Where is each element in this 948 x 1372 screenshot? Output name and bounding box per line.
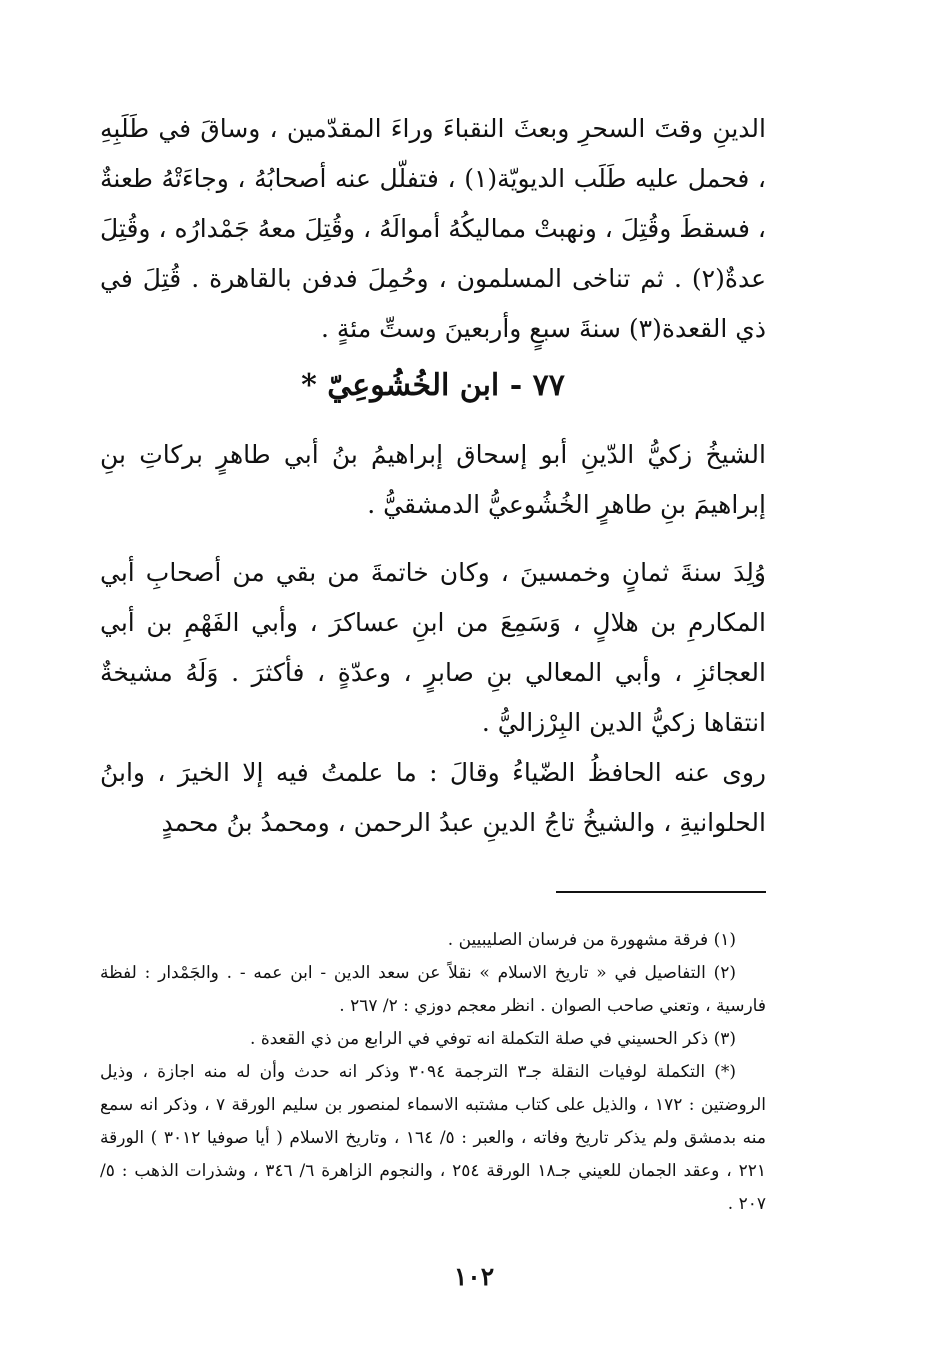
footnotes [100,924,766,1221]
intro-paragraph [100,104,766,354]
footnote-2: (٢) التفاصيل في « تاريخ الاسلام » نقلاً عن سعد الدين - ابن عمه - . والجَمْدار : لفظة فارسية ، وتعني صاحب الصوان . انظر معجم دوزي : ٢/ ٢٦٧ . [100,963,766,1016]
entry-paragraph-1 [100,430,766,530]
entry-paragraph-2 [100,548,766,748]
page-number: ١٠٢ [453,1262,495,1291]
entry-heading: ٧٧ - ابن الخُشُوعِيّ * [301,368,565,403]
paragraph-text: وُلِدَ سنةَ ثمانٍ وخمسينَ ، وكان خاتمةَ من بقي من أصحابِ أبي المكارمِ بن هلالٍ ، وَسَمِعَ من ابنِ عساكرَ ، وأبي الفَهْمِ بن أبي العجائزِ ، وأبي المعالي بنِ صابرٍ ، وعدّةٍ ، فأكثرَ . وَلَهُ مشيخةٌ انتقاها زكيُّ الدين البِرْزاليُّ . [100,558,766,737]
paragraph-text: الشيخُ زكيُّ الدّينِ أبو إسحاق إبراهيمُ بنُ أبي طاهرٍ بركاتِ بنِ إبراهيمَ بنِ طاهرٍ الخُشُوعيُّ الدمشقيُّ . [100,440,766,519]
footnote-3: (٣) ذكر الحسيني في صلة التكملة انه توفي في الرابع من ذي القعدة . [250,1029,736,1049]
footnote-source: (*) التكملة لوفيات النقلة جـ٣ الترجمة ٣٠٩٤ وذكر انه حدث وأن له منه اجازة ، وذيل الروضتين : ١٧٢ ، والذيل على كتاب مشتبه الاسماء لمنصور بن سليم الورقة ٧ ، وذكر انه سمع منه بدمشق ولم يذكر تاريخ وفاته ، والعبر : ٥/ ١٦٤ ، وتاريخ الاسلام ( أيا صوفيا ٣٠١٢ ) الورقة ٢٢١ ، وعقد الجمان للعيني جـ١٨ الورقة ٢٥٤ ، والنجوم الزاهرة ٦/ ٣٤٦ ، وشذرات الذهب : ٥/ ٢٠٧ . [100,1062,766,1214]
entry-paragraph-3 [100,748,766,848]
footnote-1: (١) فرقة مشهورة من فرسان الصليبيين . [447,930,736,950]
paragraph-text: روى عنه الحافظُ الضّياءُ وقالَ : ما علمتُ فيه إلا الخيرَ ، وابنُ الحلوانيةِ ، والشيخُ تاجُ الدينِ عبدُ الرحمن ، ومحمدُ بنُ محمدٍ [100,758,766,837]
intro-text: الدينِ وقتَ السحرِ وبعثَ النقباءَ وراءَ المقدّمين ، وساقَ في طَلَبِهِ ، فحمل عليه طَلَب الديويّة(١) ، فتفلّل عنه أصحابُهُ ، وجاءَتْهُ طعنةٌ ، فسقطَ وقُتِلَ ، ونهبتْ مماليكُهُ أموالَهُ ، وقُتِلَ معهُ جَمْدارُه ، وقُتِلَ عدةٌ(٢) . ثم تناخى المسلمون ، وحُمِلَ فدفن بالقاهرة . قُتِلَ في ذي القعدة(٣) سنةَ سبعٍ وأربعينَ وستِّ مئةٍ . [100,114,766,343]
footnote-divider [556,891,766,893]
